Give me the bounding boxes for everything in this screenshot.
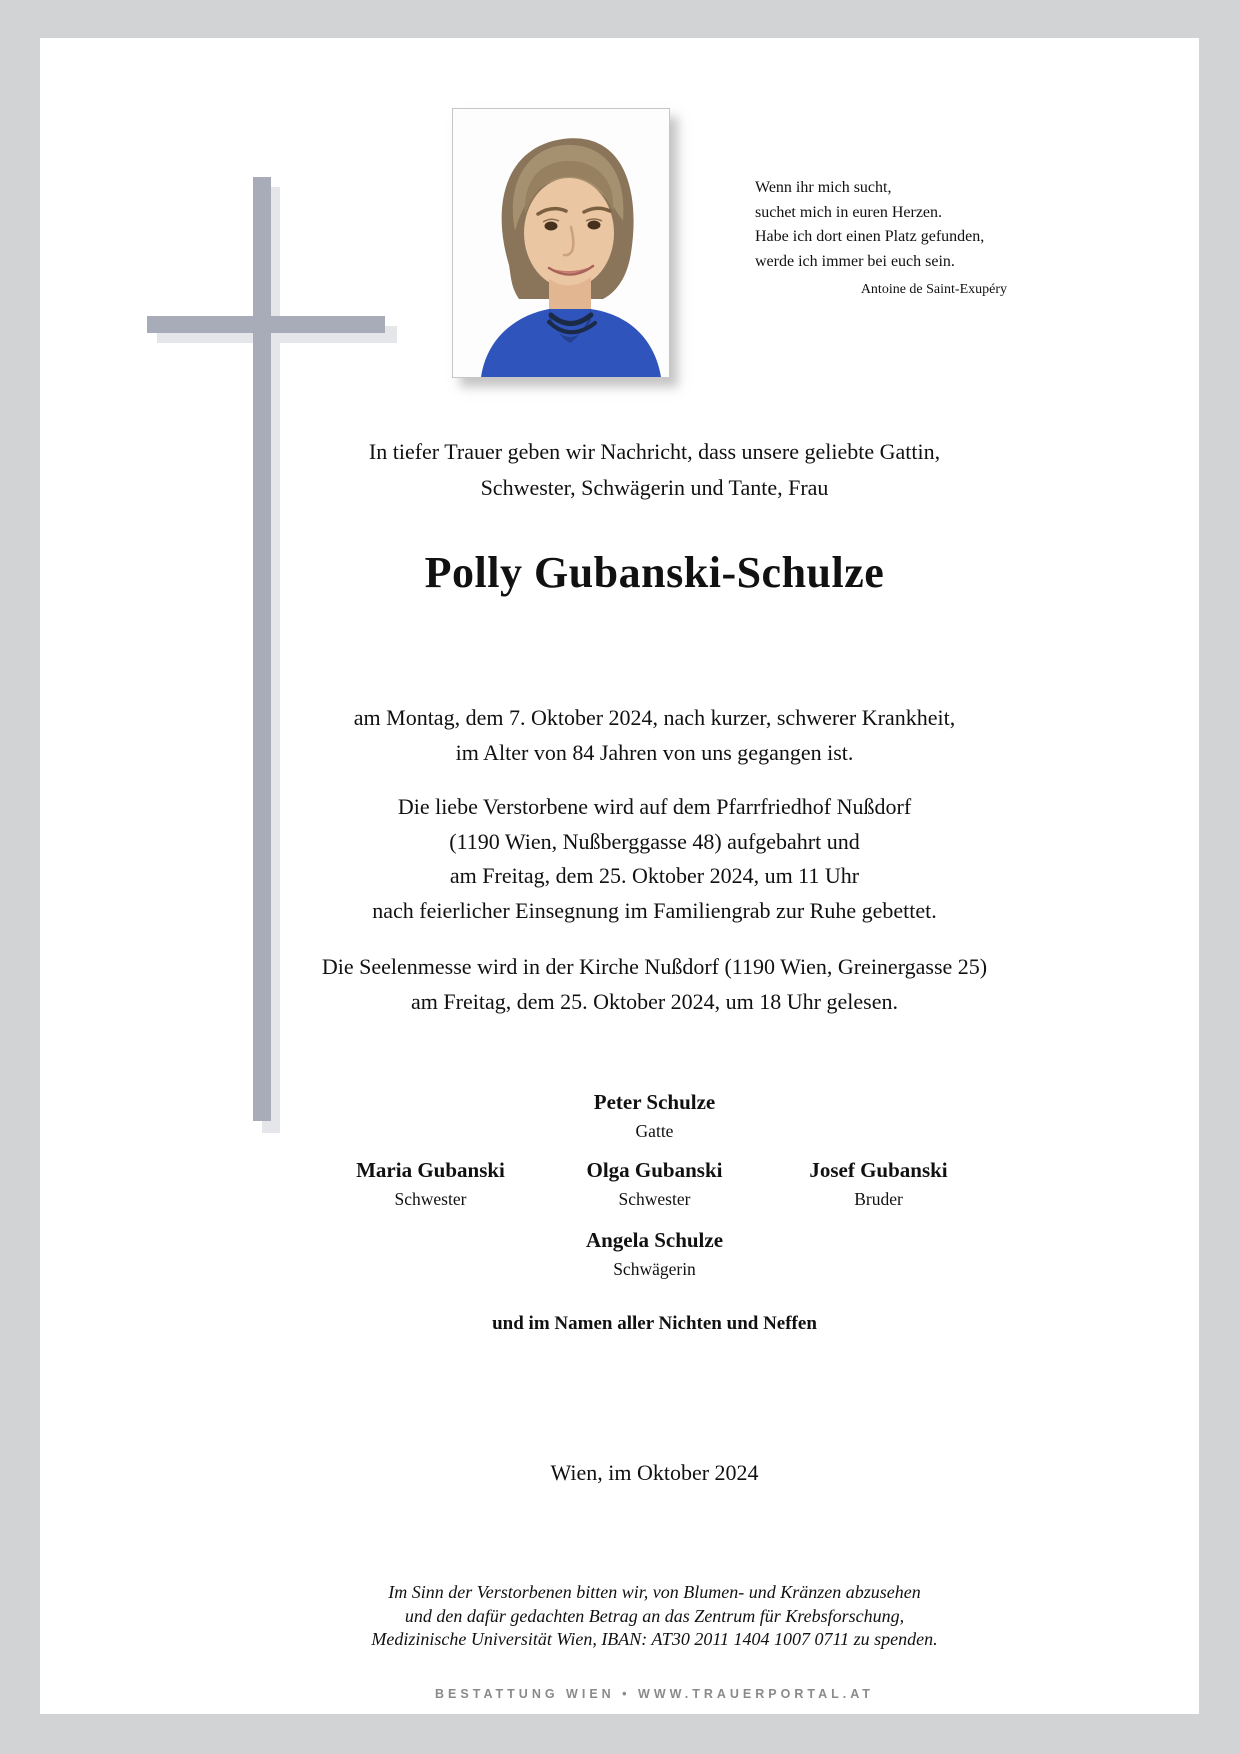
mourner-relation: Bruder [854, 1189, 903, 1209]
donation-line: Medizinische Universität Wien, IBAN: AT30 2011 1404 1007 0711 zu spenden. [371, 1629, 938, 1649]
quote-line: Wenn ihr mich sucht, [755, 179, 892, 196]
quote-line: werde ich immer bei euch sein. [755, 252, 955, 270]
mourners-closing-line: und im Namen aller Nichten und Neffen [492, 1313, 817, 1334]
intro-text [110, 434, 1199, 506]
obituary-card [40, 38, 1199, 1714]
death-line: im Alter von 84 Jahren von uns gegangen ist. [455, 739, 854, 765]
burial-line: Die liebe Verstorbene wird auf dem Pfarrfriedhof Nußdorf [397, 794, 912, 819]
donation-note [110, 1581, 1199, 1652]
memorial-quote [755, 176, 1007, 303]
mass-paragraph [110, 950, 1199, 1019]
burial-paragraph [110, 790, 1199, 928]
intro-line: In tiefer Trauer geben wir Nachricht, dass unsere geliebte Gattin, [368, 439, 941, 464]
funeral-home-footer: BESTATTUNG WIEN • WWW.TRAUERPORTAL.AT [435, 1687, 874, 1701]
death-paragraph [110, 701, 1199, 770]
mourner-sibling [543, 1154, 767, 1212]
mourner-name: Josef Gubanski [809, 1158, 948, 1182]
mourner-name: Angela Schulze [585, 1228, 724, 1252]
portrait-photo [452, 108, 670, 378]
burial-line: nach feierlicher Einsegnung im Familiengrab zur Ruhe gebettet. [372, 897, 937, 923]
mourner-primary [110, 1086, 1199, 1144]
place-dateline: Wien, im Oktober 2024 [550, 1460, 759, 1485]
intro-line: Schwester, Schwägerin und Tante, Frau [480, 475, 829, 500]
deceased-name: Polly Gubanski-Schulze [424, 548, 885, 597]
mourner-name: Olga Gubanski [586, 1158, 723, 1182]
death-line: am Montag, dem 7. Oktober 2024, nach kurzer, schwerer Krankheit, [353, 705, 956, 730]
mass-line: Die Seelenmesse wird in der Kirche Nußdorf (1190 Wien, Greinergasse 25) [321, 954, 988, 979]
mourner-siblings-row [110, 1154, 1199, 1212]
mourner-name: Maria Gubanski [356, 1158, 505, 1182]
mass-line: am Freitag, dem 25. Oktober 2024, um 18 Uhr gelesen. [411, 988, 898, 1014]
mourner-sibling [767, 1154, 991, 1212]
donation-line: Im Sinn der Verstorbenen bitten wir, von Blumen- und Kränzen abzusehen [388, 1582, 921, 1602]
quote-line: Habe ich dort einen Platz gefunden, [755, 228, 985, 245]
mourner-relation: Gatte [635, 1121, 674, 1141]
quote-line: suchet mich in euren Herzen. [755, 203, 943, 221]
burial-line: (1190 Wien, Nußberggasse 48) aufgebahrt und [449, 828, 860, 854]
cross-horizontal-bar [147, 316, 385, 333]
mourner-relation: Schwester [394, 1189, 467, 1209]
mourner-name: Peter Schulze [593, 1090, 716, 1114]
donation-line: und den dafür gedachten Betrag an das Zentrum für Krebsforschung, [404, 1605, 905, 1626]
mourner-secondary [110, 1224, 1199, 1282]
mourner-sibling [319, 1154, 543, 1212]
burial-line: am Freitag, dem 25. Oktober 2024, um 11 Uhr [449, 863, 860, 888]
quote-attribution: Antoine de Saint-Exupéry [860, 282, 1007, 297]
portrait-photo-image [453, 109, 669, 377]
mourner-relation: Schwester [618, 1189, 691, 1209]
mourner-relation: Schwägerin [613, 1259, 696, 1279]
